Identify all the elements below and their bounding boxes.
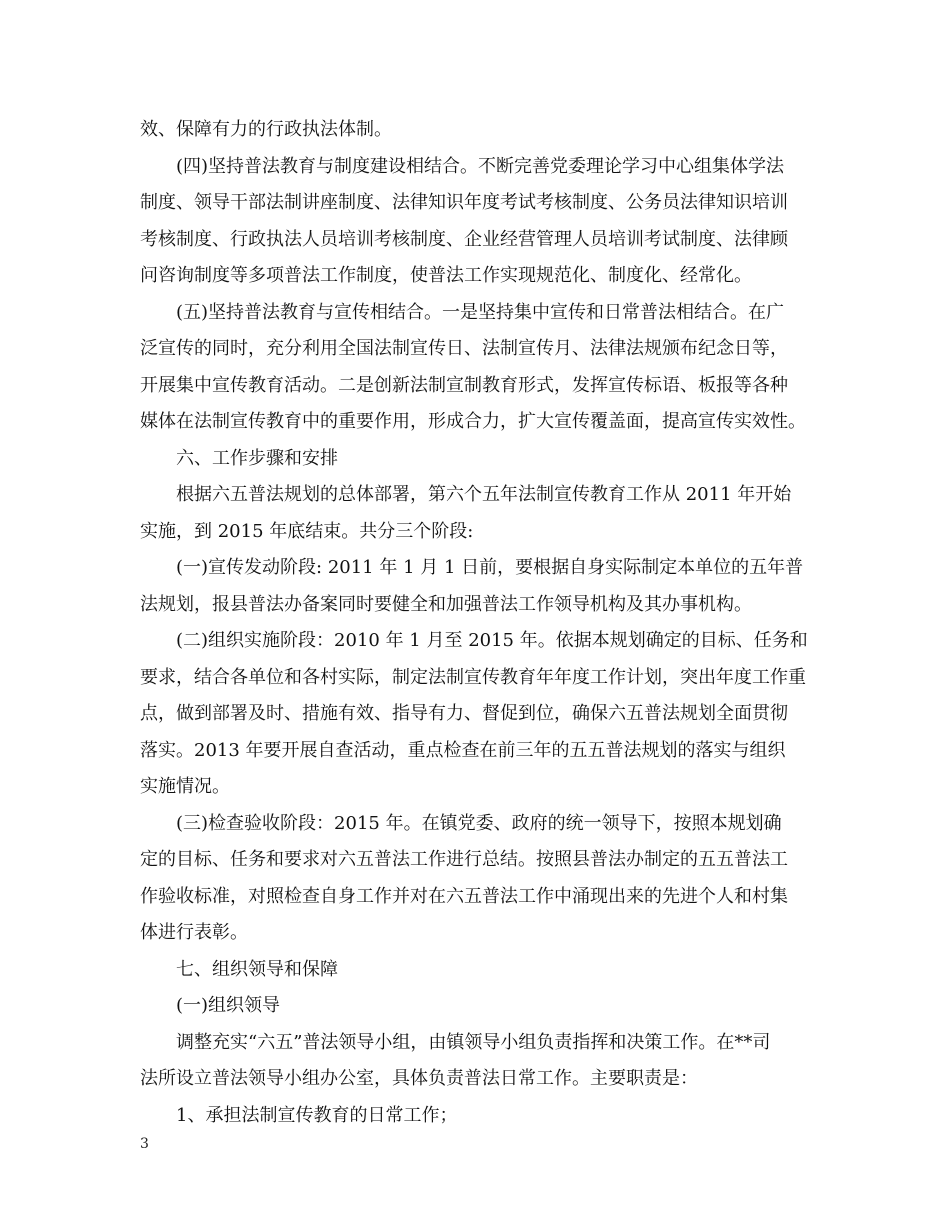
text-line: 效、保障有力的行政执法体制。 [140, 119, 392, 140]
text-line: 六、工作步骤和安排 [176, 447, 338, 469]
document-body [140, 112, 812, 1134]
page-number: 3 [140, 1136, 149, 1152]
text-line: 实施，到 2015 年底结束。共分三个阶段: [140, 520, 474, 542]
text-line: 调整充实“六五”普法领导小组，由镇领导小组负责指挥和决策工作。在**司 [176, 1031, 771, 1053]
text-line: 作验收标准，对照检查自身工作并对在六五普法工作中涌现出来的先进个人和村集 [140, 885, 788, 907]
text-line: 媒体在法制宣传教育中的重要作用，形成合力，扩大宣传覆盖面，提高宣传实效性。 [140, 411, 806, 432]
text-line: 要求，结合各单位和各村实际，制定法制宣传教育年年度工作计划，突出年度工作重 [140, 666, 806, 688]
text-line: 根据六五普法规划的总体部署，第六个五年法制宣传教育工作从 2011 年开始 [176, 484, 792, 505]
text-line: (一)组织领导 [176, 995, 281, 1016]
text-line: 落实。2013 年要开展自查活动，重点检查在前三年的五五普法规划的落实与组织 [140, 739, 786, 761]
text-line: (二)组织实施阶段：2010 年 1 月至 2015 年。依据本规划确定的目标、任务和 [176, 630, 808, 651]
text-line: 制度、领导干部法制讲座制度、法律知识年度考试考核制度、公务员法律知识培训 [140, 192, 788, 213]
text-line: 体进行表彰。 [140, 922, 248, 943]
text-line: 点，做到部署及时、措施有效、指导有力、督促到位，确保六五普法规划全面贯彻 [140, 703, 788, 724]
text-line: (三)检查验收阶段：2015 年。在镇党委、政府的统一领导下，按照本规划确 [176, 812, 782, 834]
text-line: 泛宣传的同时，充分利用全国法制宣传日、法制宣传月、法律法规颁布纪念日等， [140, 338, 788, 359]
text-line: 七、组织领导和保障 [176, 958, 338, 980]
text-line: (五)坚持普法教育与宣传相结合。一是坚持集中宣传和日常普法相结合。在广 [176, 301, 785, 323]
text-line: 定的目标、任务和要求对六五普法工作进行总结。按照县普法办制定的五五普法工 [140, 849, 788, 870]
text-line: 实施情况。 [140, 776, 230, 797]
text-line: 1、承担法制宣传教育的日常工作； [176, 1104, 458, 1126]
text-line: 法规划，报县普法办备案同时要健全和加强普法工作领导机构及其办事机构。 [140, 593, 752, 615]
text-line: (四)坚持普法教育与制度建设相结合。不断完善党委理论学习中心组集体学法 [176, 155, 785, 177]
text-line: 法所设立普法领导小组办公室，具体负责普法日常工作。主要职责是： [140, 1068, 698, 1089]
text-line: 考核制度、行政执法人员培训考核制度、企业经营管理人员培训考试制度、法律顾 [140, 228, 788, 250]
text-line: (一)宣传发动阶段: 2011 年 1 月 1 日前，要根据自身实际制定本单位的五年普 [176, 557, 804, 578]
text-line: 问咨询制度等多项普法工作制度，使普法工作实现规范化、制度化、经常化。 [140, 265, 752, 286]
text-line: 开展集中宣传教育活动。二是创新法制宣制教育形式，发挥宣传标语、板报等各种 [140, 374, 788, 396]
